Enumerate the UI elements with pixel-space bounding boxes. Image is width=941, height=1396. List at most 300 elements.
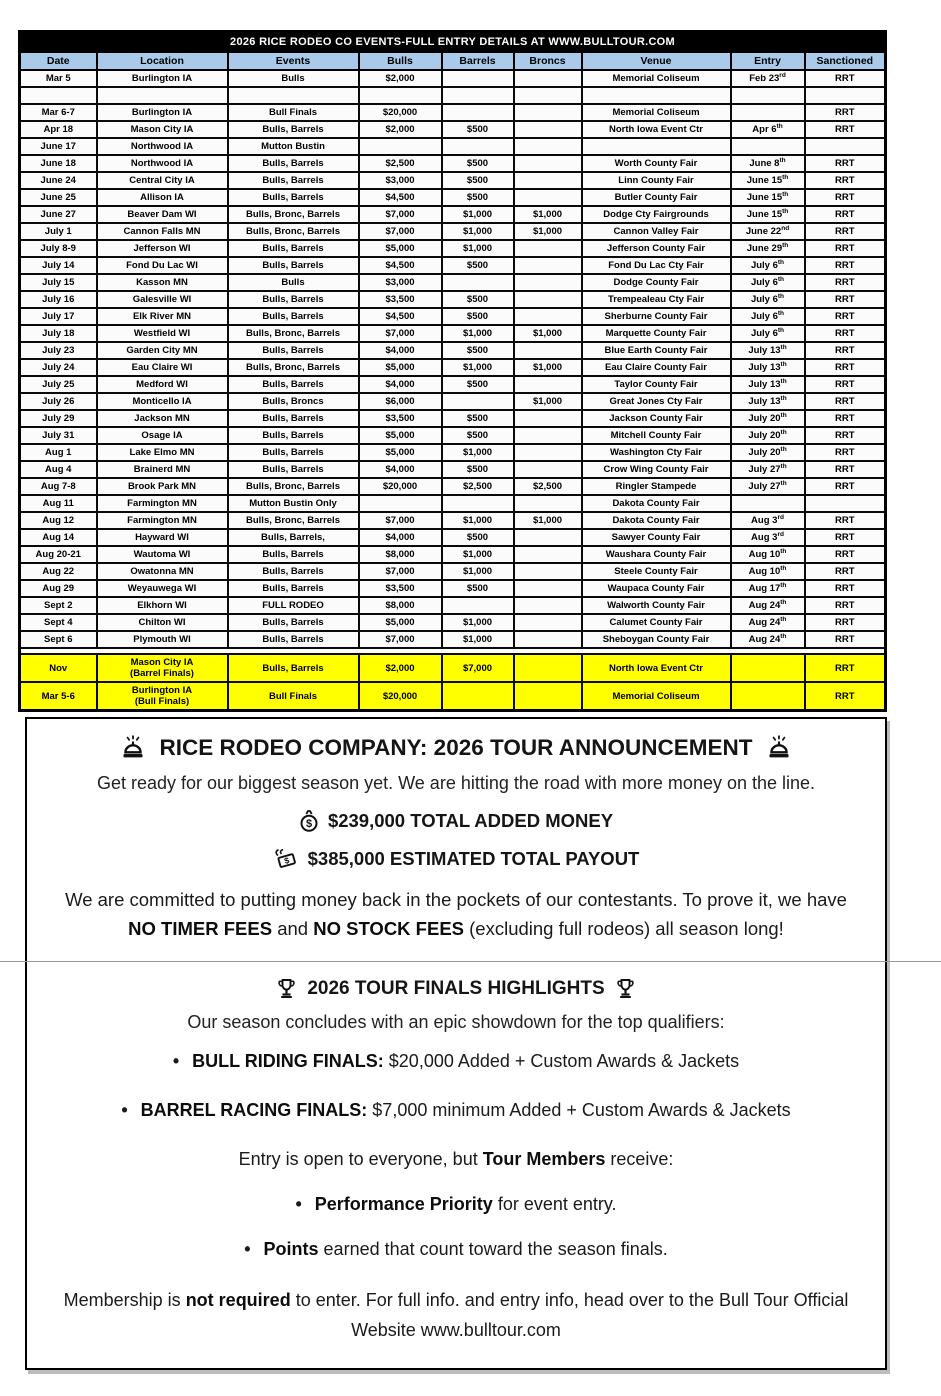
table-cell-date: Mar 5	[20, 70, 97, 87]
table-cell-venue: Memorial Coliseum	[582, 70, 731, 87]
table-cell-venue: Ringler Stampede	[582, 478, 731, 495]
table-cell-events: Bulls, Barrels	[228, 410, 359, 427]
table-cell-broncs	[514, 410, 582, 427]
column-header-date: Date	[20, 52, 97, 70]
table-cell-date: July 24	[20, 359, 97, 376]
bold-text: BULL RIDING FINALS:	[192, 1051, 384, 1072]
table-cell-barrels	[442, 393, 514, 410]
table-cell-sanctioned	[805, 495, 886, 512]
table-row	[20, 546, 886, 563]
table-cell-entry: July 6th	[731, 291, 805, 308]
table-cell-sanctioned: RRT	[805, 172, 886, 189]
bullet-points	[47, 1239, 865, 1260]
table-cell-events: Bull Finals	[228, 682, 359, 711]
table-cell-events: Bulls, Barrels	[228, 444, 359, 461]
table-cell-date: Apr 18	[20, 121, 97, 138]
table-cell-venue: Jefferson County Fair	[582, 240, 731, 257]
table-cell-events: Mutton Bustin	[228, 138, 359, 155]
table-cell-broncs	[514, 240, 582, 257]
table-cell-entry	[731, 682, 805, 711]
table-cell-date: July 15	[20, 274, 97, 291]
table-cell-location: Kasson MN	[97, 274, 228, 291]
table-cell-barrels: $500	[442, 121, 514, 138]
column-header-entry: Entry	[731, 52, 805, 70]
table-cell-barrels: $500	[442, 342, 514, 359]
table-cell-entry: Aug 17th	[731, 580, 805, 597]
table-cell-barrels: $500	[442, 155, 514, 172]
table-cell-entry: Aug 3rd	[731, 512, 805, 529]
table-cell-sanctioned: RRT	[805, 410, 886, 427]
text-run: earned that count toward the season finals.	[318, 1239, 668, 1260]
table-cell-date: Aug 14	[20, 529, 97, 546]
table-cell-sanctioned: RRT	[805, 512, 886, 529]
column-header-location: Location	[97, 52, 228, 70]
table-row	[20, 70, 886, 87]
table-cell-bulls: $5,000	[359, 444, 442, 461]
table-cell-location: Hayward WI	[97, 529, 228, 546]
table-cell-broncs	[514, 444, 582, 461]
table-cell-entry	[731, 138, 805, 155]
table-row	[20, 240, 886, 257]
table-row	[20, 427, 886, 444]
table-cell-location: Osage IA	[97, 427, 228, 444]
table-cell-sanctioned: RRT	[805, 104, 886, 121]
text-run: for event entry.	[492, 1194, 617, 1215]
table-cell-sanctioned: RRT	[805, 308, 886, 325]
table-cell-broncs: $1,000	[514, 325, 582, 342]
table-cell-events: Bulls, Barrels	[228, 172, 359, 189]
table-row	[20, 478, 886, 495]
table-cell-venue: Dakota County Fair	[582, 495, 731, 512]
table-cell-barrels: $500	[442, 376, 514, 393]
text-run: $20,000 Added + Custom Awards & Jackets	[383, 1051, 740, 1072]
table-cell-bulls: $3,000	[359, 274, 442, 291]
table-cell-barrels: $500	[442, 291, 514, 308]
table-cell-bulls: $7,000	[359, 512, 442, 529]
table-cell-barrels: $1,000	[442, 546, 514, 563]
table-cell-events: Bulls	[228, 274, 359, 291]
table-cell-sanctioned: RRT	[805, 682, 886, 711]
table-cell-location: Brainerd MN	[97, 461, 228, 478]
bullet-performance-priority	[47, 1194, 865, 1215]
table-cell-broncs	[514, 580, 582, 597]
table-cell-entry: June 15th	[731, 189, 805, 206]
table-cell-bulls: $3,500	[359, 410, 442, 427]
table-cell-events: Bulls, Bronc, Barrels	[228, 359, 359, 376]
table-cell-sanctioned	[805, 87, 886, 104]
table-cell-location: Elk River MN	[97, 308, 228, 325]
added-money-text: $239,000 TOTAL ADDED MONEY	[327, 810, 614, 831]
table-cell-sanctioned: RRT	[805, 189, 886, 206]
table-cell-events: Bulls, Barrels	[228, 121, 359, 138]
table-cell-barrels: $500	[442, 308, 514, 325]
table-cell-broncs	[514, 631, 582, 648]
table-cell-broncs	[514, 121, 582, 138]
table-cell-venue: Memorial Coliseum	[582, 682, 731, 711]
table-row	[20, 172, 886, 189]
table-cell-location	[97, 87, 228, 104]
table-cell-entry: June 15th	[731, 172, 805, 189]
table-cell-entry: June 29th	[731, 240, 805, 257]
finals-intro: Our season concludes with an epic showdown for the top qualifiers:	[187, 1012, 725, 1033]
table-cell-location: Medford WI	[97, 376, 228, 393]
table-cell-venue: Dodge County Fair	[582, 274, 731, 291]
table-cell-barrels: $500	[442, 580, 514, 597]
table-row	[20, 376, 886, 393]
table-cell-broncs	[514, 614, 582, 631]
table-cell-venue: Dodge Cty Fairgrounds	[582, 206, 731, 223]
bold-text: BARREL RACING FINALS:	[140, 1100, 368, 1121]
finals-title-row	[47, 978, 865, 1000]
table-cell-broncs: $1,000	[514, 359, 582, 376]
table-cell-location: Northwood IA	[97, 138, 228, 155]
table-title: 2026 RICE RODEO CO EVENTS-FULL ENTRY DETAILS AT WWW.BULLTOUR.COM	[20, 32, 886, 53]
table-cell-sanctioned: RRT	[805, 325, 886, 342]
table-cell-date: July 29	[20, 410, 97, 427]
finals-title: 2026 TOUR FINALS HIGHLIGHTS	[307, 978, 605, 1000]
bullet-bull-riding-finals	[47, 1051, 865, 1072]
table-cell-events	[228, 87, 359, 104]
table-cell-barrels: $1,000	[442, 631, 514, 648]
table-cell-date: July 31	[20, 427, 97, 444]
column-header-venue: Venue	[582, 52, 731, 70]
table-cell-broncs	[514, 597, 582, 614]
table-cell-events: Bulls	[228, 70, 359, 87]
table-cell-bulls	[359, 138, 442, 155]
table-cell-sanctioned: RRT	[805, 240, 886, 257]
table-cell-broncs	[514, 308, 582, 325]
table-cell-entry: July 27th	[731, 461, 805, 478]
table-row	[20, 444, 886, 461]
table-cell-bulls: $7,000	[359, 631, 442, 648]
table-row	[20, 189, 886, 206]
table-cell-barrels: $500	[442, 427, 514, 444]
table-cell-sanctioned: RRT	[805, 291, 886, 308]
table-cell-date: Mar 5-6	[20, 682, 97, 711]
table-cell-bulls: $4,000	[359, 461, 442, 478]
trophy-icon	[616, 978, 635, 1000]
table-cell-broncs	[514, 155, 582, 172]
table-cell-entry: July 13th	[731, 393, 805, 410]
table-cell-location: Burlington IA	[97, 104, 228, 121]
table-cell-barrels: $1,000	[442, 206, 514, 223]
table-row	[20, 325, 886, 342]
table-cell-date: Aug 22	[20, 563, 97, 580]
table-cell-broncs: $2,500	[514, 478, 582, 495]
text-run: We are committed to putting money back in the pockets of our contestants. To prove it, we have	[65, 889, 847, 910]
table-cell-venue: Butler County Fair	[582, 189, 731, 206]
table-cell-bulls	[359, 495, 442, 512]
table-cell-sanctioned: RRT	[805, 121, 886, 138]
events-schedule-table	[18, 30, 887, 712]
table-cell-sanctioned: RRT	[805, 631, 886, 648]
membership-intro	[47, 1149, 865, 1170]
table-row	[20, 495, 886, 512]
added-money-line	[47, 809, 865, 833]
table-row	[20, 654, 886, 682]
table-cell-broncs	[514, 70, 582, 87]
text-run: Entry is open to everyone, but	[238, 1149, 483, 1170]
table-cell-date: July 14	[20, 257, 97, 274]
table-cell-location: Chilton WI	[97, 614, 228, 631]
table-cell-barrels: $500	[442, 410, 514, 427]
text-run: Membership is	[63, 1290, 186, 1311]
announcement-box	[25, 717, 887, 1370]
table-cell-bulls: $4,000	[359, 376, 442, 393]
table-cell-venue: Taylor County Fair	[582, 376, 731, 393]
table-cell-sanctioned: RRT	[805, 359, 886, 376]
table-cell-broncs	[514, 172, 582, 189]
table-cell-broncs	[514, 189, 582, 206]
table-cell-venue: Sawyer County Fair	[582, 529, 731, 546]
flyer-page	[0, 30, 941, 1370]
table-cell-events: FULL RODEO	[228, 597, 359, 614]
section-divider	[0, 961, 941, 962]
table-cell-broncs	[514, 257, 582, 274]
table-cell-location: Cannon Falls MN	[97, 223, 228, 240]
table-row	[20, 614, 886, 631]
table-cell-date: July 17	[20, 308, 97, 325]
table-cell-barrels: $1,000	[442, 444, 514, 461]
text-run: (excluding full rodeos) all season long!	[464, 917, 784, 939]
table-cell-sanctioned	[805, 138, 886, 155]
table-cell-barrels: $1,000	[442, 563, 514, 580]
table-cell-events: Bulls, Barrels	[228, 631, 359, 648]
table-row	[20, 138, 886, 155]
table-cell-entry: July 6th	[731, 274, 805, 291]
table-cell-venue: Sheboygan County Fair	[582, 631, 731, 648]
table-cell-barrels: $500	[442, 529, 514, 546]
table-cell-date: June 18	[20, 155, 97, 172]
table-cell-events: Bulls, Barrels	[228, 427, 359, 444]
table-cell-events: Bulls, Barrels	[228, 291, 359, 308]
table-cell-bulls: $5,000	[359, 427, 442, 444]
table-cell-date: Nov	[20, 654, 97, 682]
table-cell-events: Bulls, Barrels	[228, 308, 359, 325]
table-cell-events: Bulls, Barrels	[228, 654, 359, 682]
table-cell-sanctioned: RRT	[805, 654, 886, 682]
bold-text: NO STOCK FEES	[313, 917, 464, 939]
table-cell-location: Mason City IA (Barrel Finals)	[97, 654, 228, 682]
table-cell-date: June 25	[20, 189, 97, 206]
table-cell-sanctioned: RRT	[805, 563, 886, 580]
table-cell-venue: Blue Earth County Fair	[582, 342, 731, 359]
table-cell-date: June 24	[20, 172, 97, 189]
table-cell-date: Sept 6	[20, 631, 97, 648]
table-row	[20, 682, 886, 711]
table-cell-barrels	[442, 70, 514, 87]
text-run: to enter. For full info. and entry info, head over to the Bull Tour Official Website www.bulltour.com	[290, 1290, 849, 1341]
table-cell-location: Jefferson WI	[97, 240, 228, 257]
column-header-broncs: Broncs	[514, 52, 582, 70]
table-cell-location: Fond Du Lac WI	[97, 257, 228, 274]
table-cell-location: Beaver Dam WI	[97, 206, 228, 223]
table-cell-bulls: $8,000	[359, 597, 442, 614]
table-cell-barrels: $1,000	[442, 325, 514, 342]
table-cell-entry: Aug 24th	[731, 631, 805, 648]
table-row	[20, 563, 886, 580]
table-cell-location: Brook Park MN	[97, 478, 228, 495]
table-cell-date: Aug 29	[20, 580, 97, 597]
table-cell-bulls: $2,000	[359, 654, 442, 682]
table-cell-bulls: $7,000	[359, 206, 442, 223]
flying-money-icon	[273, 848, 299, 870]
table-cell-location: Northwood IA	[97, 155, 228, 172]
table-cell-events: Bulls, Barrels	[228, 546, 359, 563]
text-run: receive:	[605, 1149, 674, 1170]
table-cell-location: Eau Claire WI	[97, 359, 228, 376]
table-cell-bulls: $3,500	[359, 291, 442, 308]
table-cell-bulls: $2,500	[359, 155, 442, 172]
table-cell-bulls: $20,000	[359, 104, 442, 121]
table-cell-broncs	[514, 654, 582, 682]
table-row	[20, 223, 886, 240]
table-cell-venue: Calumet County Fair	[582, 614, 731, 631]
table-cell-location: Weyauwega WI	[97, 580, 228, 597]
table-cell-barrels	[442, 682, 514, 711]
table-row	[20, 257, 886, 274]
announcement-title: RICE RODEO COMPANY: 2026 TOUR ANNOUNCEMENT	[159, 735, 753, 760]
table-cell-bulls: $5,000	[359, 359, 442, 376]
table-cell-entry: July 20th	[731, 427, 805, 444]
announcement-title-row	[47, 735, 865, 761]
table-cell-entry: Aug 3rd	[731, 529, 805, 546]
table-cell-barrels	[442, 138, 514, 155]
bullet-barrel-racing-finals	[47, 1100, 865, 1121]
table-cell-barrels: $1,000	[442, 614, 514, 631]
table-cell-location: Farmington MN	[97, 495, 228, 512]
table-cell-broncs	[514, 104, 582, 121]
money-bag-icon	[299, 809, 319, 833]
column-header-sanctioned: Sanctioned	[805, 52, 886, 70]
table-cell-bulls: $20,000	[359, 478, 442, 495]
table-cell-entry: July 6th	[731, 308, 805, 325]
table-row	[20, 461, 886, 478]
table-cell-broncs	[514, 138, 582, 155]
table-cell-date: Aug 4	[20, 461, 97, 478]
table-cell-events: Bulls, Barrels	[228, 461, 359, 478]
table-cell-venue: Mitchell County Fair	[582, 427, 731, 444]
table-row	[20, 410, 886, 427]
table-row	[20, 512, 886, 529]
announcement-intro: Get ready for our biggest season yet. We are hitting the road with more money on the line.	[96, 773, 816, 793]
table-cell-entry: July 20th	[731, 444, 805, 461]
table-cell-bulls: $3,000	[359, 172, 442, 189]
table-cell-sanctioned: RRT	[805, 444, 886, 461]
table-row	[20, 393, 886, 410]
table-cell-venue: North Iowa Event Ctr	[582, 654, 731, 682]
table-cell-bulls: $7,000	[359, 563, 442, 580]
table-cell-bulls: $20,000	[359, 682, 442, 711]
table-cell-barrels: $1,000	[442, 512, 514, 529]
table-cell-barrels	[442, 87, 514, 104]
table-cell-sanctioned: RRT	[805, 614, 886, 631]
table-cell-events: Bull Finals	[228, 104, 359, 121]
table-row	[20, 121, 886, 138]
table-cell-sanctioned: RRT	[805, 529, 886, 546]
table-cell-bulls: $4,500	[359, 308, 442, 325]
table-cell-events: Bulls, Bronc, Barrels	[228, 223, 359, 240]
table-cell-entry: July 13th	[731, 342, 805, 359]
table-cell-location: Monticello IA	[97, 393, 228, 410]
table-cell-entry: Feb 23rd	[731, 70, 805, 87]
table-cell-broncs	[514, 291, 582, 308]
table-cell-date: Aug 12	[20, 512, 97, 529]
table-row	[20, 274, 886, 291]
table-cell-date: July 23	[20, 342, 97, 359]
table-row	[20, 342, 886, 359]
svg-text:$: $	[282, 855, 290, 866]
table-cell-venue: Marquette County Fair	[582, 325, 731, 342]
table-cell-date: Aug 20-21	[20, 546, 97, 563]
table-cell-barrels	[442, 274, 514, 291]
table-cell-sanctioned: RRT	[805, 597, 886, 614]
table-cell-bulls	[359, 87, 442, 104]
table-cell-bulls: $7,000	[359, 325, 442, 342]
table-cell-bulls: $5,000	[359, 614, 442, 631]
table-cell-date: Aug 7-8	[20, 478, 97, 495]
table-cell-broncs	[514, 342, 582, 359]
table-cell-venue: Waushara County Fair	[582, 546, 731, 563]
table-cell-entry: July 20th	[731, 410, 805, 427]
table-cell-venue: Dakota County Fair	[582, 512, 731, 529]
text-run: $7,000 minimum Added + Custom Awards & Jackets	[367, 1100, 791, 1121]
table-cell-barrels	[442, 104, 514, 121]
table-cell-sanctioned: RRT	[805, 580, 886, 597]
commitment-paragraph	[51, 886, 861, 943]
table-cell-venue: Steele County Fair	[582, 563, 731, 580]
table-cell-barrels: $500	[442, 172, 514, 189]
table-cell-sanctioned: RRT	[805, 546, 886, 563]
table-cell-sanctioned: RRT	[805, 427, 886, 444]
table-cell-sanctioned: RRT	[805, 206, 886, 223]
table-cell-barrels: $2,500	[442, 478, 514, 495]
table-cell-location: Owatonna MN	[97, 563, 228, 580]
table-cell-broncs	[514, 427, 582, 444]
table-cell-bulls: $5,000	[359, 240, 442, 257]
table-cell-location: Plymouth WI	[97, 631, 228, 648]
table-cell-entry: July 27th	[731, 478, 805, 495]
bold-text: NO TIMER FEES	[128, 917, 273, 939]
table-cell-entry: July 13th	[731, 376, 805, 393]
table-cell-events: Bulls, Bronc, Barrels	[228, 478, 359, 495]
table-title-row	[20, 32, 886, 53]
table-cell-bulls: $8,000	[359, 546, 442, 563]
table-cell-barrels: $1,000	[442, 359, 514, 376]
table-cell-venue: Worth County Fair	[582, 155, 731, 172]
table-cell-entry	[731, 104, 805, 121]
table-cell-entry	[731, 87, 805, 104]
table-row	[20, 529, 886, 546]
table-cell-location: Jackson MN	[97, 410, 228, 427]
table-cell-broncs	[514, 87, 582, 104]
table-cell-broncs: $1,000	[514, 393, 582, 410]
table-cell-date: July 16	[20, 291, 97, 308]
table-cell-bulls: $4,000	[359, 342, 442, 359]
table-cell-broncs	[514, 563, 582, 580]
table-cell-sanctioned: RRT	[805, 376, 886, 393]
table-cell-location: Elkhorn WI	[97, 597, 228, 614]
membership-footer	[47, 1286, 865, 1345]
table-cell-venue: Memorial Coliseum	[582, 104, 731, 121]
table-cell-location: Garden City MN	[97, 342, 228, 359]
table-cell-events: Bulls, Bronc, Barrels	[228, 512, 359, 529]
table-cell-sanctioned: RRT	[805, 461, 886, 478]
table-cell-date: July 25	[20, 376, 97, 393]
table-cell-location: Farmington MN	[97, 512, 228, 529]
column-header-events: Events	[228, 52, 359, 70]
table-cell-entry: Aug 24th	[731, 614, 805, 631]
